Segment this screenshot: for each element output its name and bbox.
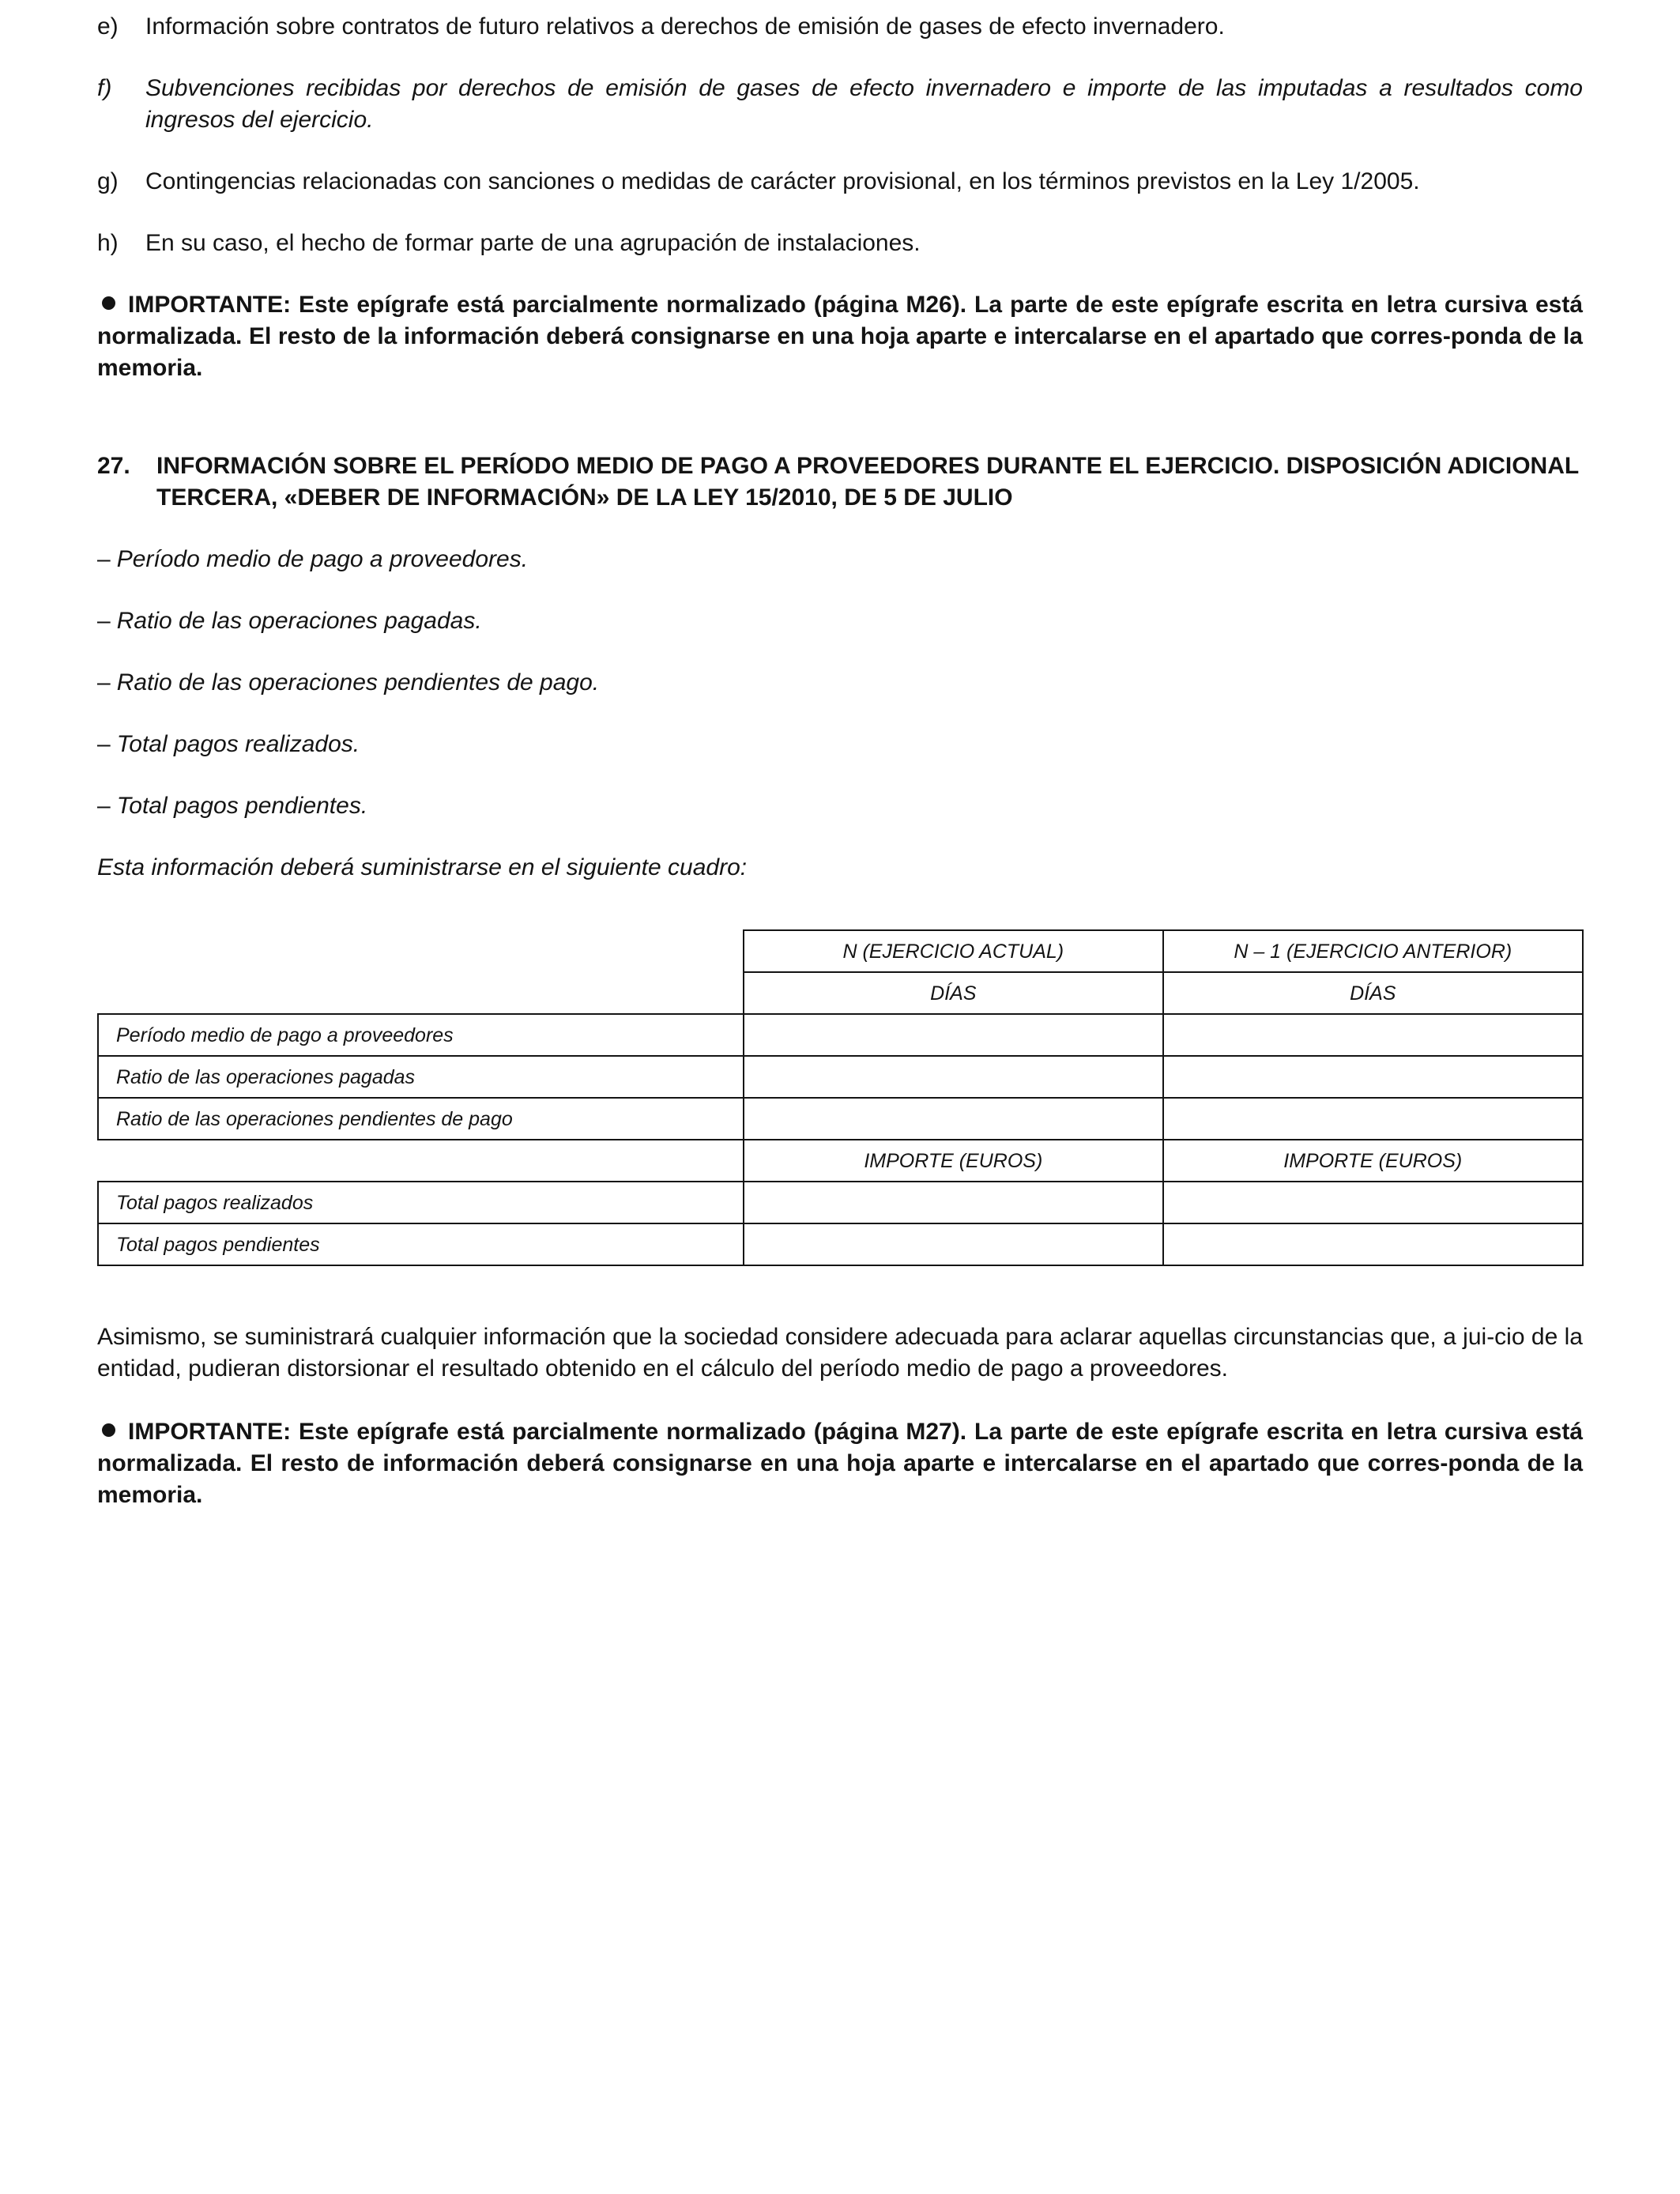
table-row	[98, 1223, 1583, 1265]
important-note-text: IMPORTANTE: Este epígrafe está parcialmente normalizado (página M27). La parte de este epígrafe escrita en letra cursiva está normalizada. El resto de información deberá consignarse en una hoja aparte e intercalarse en el apartado que corres-ponda de la memoria.	[97, 1419, 1583, 1508]
important-note-1	[97, 289, 1583, 384]
list-item-text: Subvenciones recibidas por derechos de emisión de gases de efecto invernadero e importe de las imputadas a resultados como ingresos del ejercicio.	[145, 75, 1583, 133]
value-cell-previous[interactable]	[1163, 1014, 1583, 1056]
dash-list-item-text: Ratio de las operaciones pendientes de pago.	[116, 669, 600, 696]
days-header: DÍAS	[744, 972, 1162, 1014]
list-item-text: En su caso, el hecho de formar parte de una agrupación de instalaciones.	[145, 230, 921, 256]
dash-marker: –	[97, 608, 111, 634]
payment-period-table	[97, 929, 1584, 1266]
empty-cell	[98, 1140, 744, 1182]
value-cell-previous[interactable]	[1163, 1223, 1583, 1265]
row-label: Total pagos realizados	[98, 1182, 744, 1223]
table-row	[98, 1014, 1583, 1056]
dash-list-item-text: Período medio de pago a proveedores.	[116, 546, 529, 572]
amount-header: IMPORTE (EUROS)	[1163, 1140, 1583, 1182]
dash-marker: –	[97, 669, 111, 696]
value-cell-previous[interactable]	[1163, 1056, 1583, 1098]
value-cell-current[interactable]	[744, 1223, 1162, 1265]
important-note-2	[97, 1416, 1583, 1511]
list-item-letter: g)	[97, 168, 119, 194]
dash-marker: –	[97, 731, 111, 757]
dash-list-item-text: Total pagos realizados.	[116, 731, 360, 757]
value-cell-previous[interactable]	[1163, 1098, 1583, 1140]
section-number: 27.	[97, 453, 130, 479]
dash-list-item	[97, 667, 1583, 699]
table-row	[98, 1098, 1583, 1140]
document-page	[97, 11, 1583, 1543]
dash-list-item	[97, 729, 1583, 760]
value-cell-current[interactable]	[744, 1014, 1162, 1056]
table-subheader-row	[98, 972, 1583, 1014]
list-item-text: Contingencias relacionadas con sanciones o medidas de carácter provisional, en los términos previstos en la Ley 1/2005.	[145, 168, 1420, 194]
amount-header: IMPORTE (EUROS)	[744, 1140, 1162, 1182]
empty-cell	[98, 930, 744, 972]
value-cell-current[interactable]	[744, 1098, 1162, 1140]
row-label: Total pagos pendientes	[98, 1223, 744, 1265]
column-header-previous: N – 1 (EJERCICIO ANTERIOR)	[1163, 930, 1583, 972]
dash-list-item-text: Total pagos pendientes.	[116, 793, 368, 819]
dash-marker: –	[97, 793, 111, 819]
list-item-letter: h)	[97, 230, 119, 256]
section-heading	[97, 450, 1583, 514]
table-row	[98, 1056, 1583, 1098]
dash-list-item-text: Ratio de las operaciones pagadas.	[116, 608, 482, 634]
row-label: Ratio de las operaciones pendientes de pago	[98, 1098, 744, 1140]
column-header-current: N (EJERCICIO ACTUAL)	[744, 930, 1162, 972]
table-intro: Esta información deberá suministrarse en el siguiente cuadro:	[97, 854, 748, 880]
bullet-icon	[102, 296, 115, 310]
table-header-row	[98, 930, 1583, 972]
value-cell-current[interactable]	[744, 1182, 1162, 1223]
dash-list-item	[97, 605, 1583, 637]
list-item-h	[97, 228, 1583, 259]
list-item-e	[97, 11, 1583, 43]
list-item-text: Información sobre contratos de futuro relativos a derechos de emisión de gases de efecto invernadero.	[145, 13, 1225, 40]
important-note-text: IMPORTANTE: Este epígrafe está parcialmente normalizado (página M26). La parte de este epígrafe escrita en letra cursiva está normalizada. El resto de la información deberá consignarse en una hoja aparte e intercalarse en el apartado que corres-ponda de la memoria.	[97, 292, 1583, 381]
list-item-letter: f)	[97, 75, 112, 101]
days-header: DÍAS	[1163, 972, 1583, 1014]
table-subheader-row	[98, 1140, 1583, 1182]
row-label: Período medio de pago a proveedores	[98, 1014, 744, 1056]
list-item-f	[97, 73, 1583, 136]
list-item-g	[97, 166, 1583, 198]
section-title: INFORMACIÓN SOBRE EL PERÍODO MEDIO DE PAGO A PROVEEDORES DURANTE EL EJERCICIO. DISPOSICIÓN ADICIONAL TERCERA, «DEBER DE INFORMACIÓN» DE LA LEY 15/2010, DE 5 DE JULIO	[156, 453, 1579, 511]
dash-list-item	[97, 544, 1583, 575]
dash-marker: –	[97, 546, 111, 572]
closing-paragraph: Asimismo, se suministrará cualquier información que la sociedad considere adecuada para aclarar aquellas circunstancias que, a jui-cio de la entidad, pudieran distorsionar el resultado obtenido en el cálculo del período medio de pago a proveedores.	[97, 1324, 1583, 1382]
empty-cell	[98, 972, 744, 1014]
table-row	[98, 1182, 1583, 1223]
value-cell-current[interactable]	[744, 1056, 1162, 1098]
bullet-icon	[102, 1423, 115, 1437]
dash-list-item	[97, 790, 1583, 822]
value-cell-previous[interactable]	[1163, 1182, 1583, 1223]
row-label: Ratio de las operaciones pagadas	[98, 1056, 744, 1098]
list-item-letter: e)	[97, 13, 119, 40]
